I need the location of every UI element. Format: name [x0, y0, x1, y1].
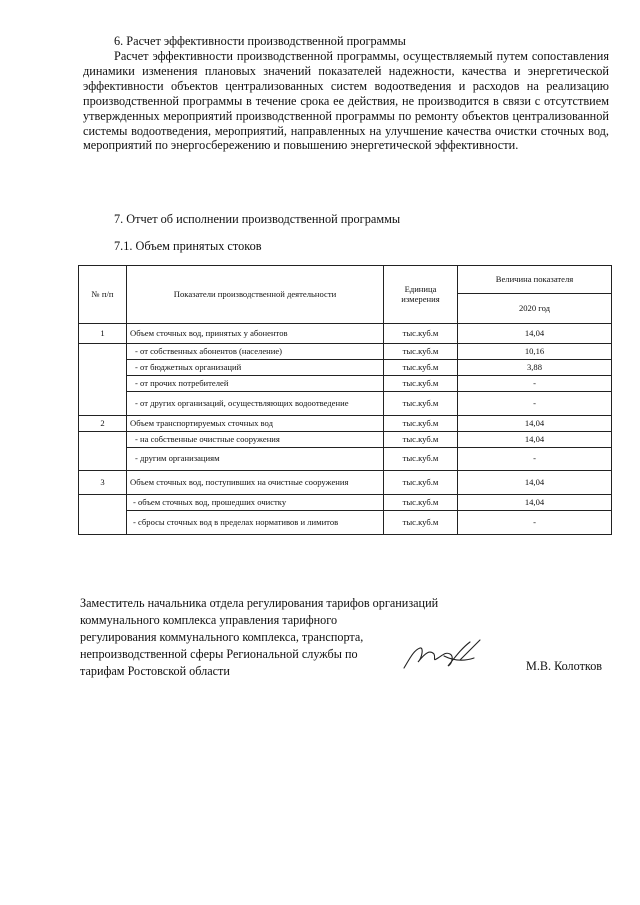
table-row	[79, 344, 612, 360]
row-unit: тыс.куб.м	[384, 344, 458, 360]
row-unit: тыс.куб.м	[384, 471, 458, 495]
section-7-1-heading: 7.1. Объем принятых стоков	[114, 239, 262, 253]
row-value: 14,04	[458, 416, 612, 432]
table-row	[79, 324, 612, 344]
signature-line: непроизводственной сферы Региональной службы по	[80, 647, 358, 661]
row-label: - сбросы сточных вод в пределах нормативов и лимитов	[127, 511, 384, 535]
row-label: - от бюджетных организаций	[127, 360, 384, 376]
signature-line: регулирования коммунального комплекса, транспорта,	[80, 630, 364, 644]
table-row	[79, 432, 612, 448]
row-num	[79, 344, 127, 416]
row-unit: тыс.куб.м	[384, 392, 458, 416]
row-num: 2	[79, 416, 127, 432]
row-label: - на собственные очистные сооружения	[127, 432, 384, 448]
header-value-group: Величина показателя	[458, 266, 612, 294]
row-num: 3	[79, 471, 127, 495]
header-unit: Единица измерения	[384, 266, 458, 324]
row-unit: тыс.куб.м	[384, 448, 458, 471]
section-6-paragraph: Расчет эффективности производственной программы, осуществляемый путем сопоставления динамики изменения плановых значений показателей надежности, качества и энергетической эффективности объектов централизованных систем водоотведения и расходов на реализацию производственной программы в течение срока ее действия, не производится в связи с отсутствием утвержденных мероприятий производственной программы по ремонту объектов централизованной системы водоотведения, мероприятий, направленных на улучшение качества очистки сточных вод, мероприятий по энергосбережению и повышению энергетической эффективности.	[83, 49, 609, 153]
row-unit: тыс.куб.м	[384, 432, 458, 448]
section-6-heading: 6. Расчет эффективности производственной программы	[114, 34, 406, 48]
row-unit: тыс.куб.м	[384, 360, 458, 376]
row-unit: тыс.куб.м	[384, 324, 458, 344]
section-7-heading: 7. Отчет об исполнении производственной программы	[114, 212, 401, 226]
row-value: 3,88	[458, 360, 612, 376]
row-num	[79, 432, 127, 471]
signatory-name: М.В. Колотков	[526, 659, 603, 673]
table-row	[79, 392, 612, 416]
table-row	[79, 448, 612, 471]
row-num: 1	[79, 324, 127, 344]
row-value: -	[458, 448, 612, 471]
signature-line: тарифам Ростовской области	[80, 664, 230, 678]
table-row	[79, 376, 612, 392]
row-label: Объем сточных вод, принятых у абонентов	[127, 324, 384, 344]
table-row	[79, 495, 612, 511]
row-value: 14,04	[458, 495, 612, 511]
table-row	[79, 360, 612, 376]
table-row	[79, 416, 612, 432]
row-label: - от собственных абонентов (население)	[127, 344, 384, 360]
table-row	[79, 511, 612, 535]
row-label: - другим организациям	[127, 448, 384, 471]
row-label: Объем транспортируемых сточных вод	[127, 416, 384, 432]
row-label: Объем сточных вод, поступивших на очистные сооружения	[127, 471, 384, 495]
row-value: -	[458, 376, 612, 392]
row-unit: тыс.куб.м	[384, 376, 458, 392]
row-value: 10,16	[458, 344, 612, 360]
row-value: -	[458, 511, 612, 535]
row-unit: тыс.куб.м	[384, 511, 458, 535]
row-num	[79, 495, 127, 535]
volume-table	[78, 265, 612, 535]
row-unit: тыс.куб.м	[384, 416, 458, 432]
row-value: -	[458, 392, 612, 416]
row-label: - объем сточных вод, прошедших очистку	[127, 495, 384, 511]
row-label: - от других организаций, осуществляющих водоотведение	[127, 392, 384, 416]
row-label: - от прочих потребителей	[127, 376, 384, 392]
signature-line: коммунального комплекса управления тарифного	[80, 613, 338, 627]
row-unit: тыс.куб.м	[384, 495, 458, 511]
header-indicator: Показатели производственной деятельности	[127, 266, 384, 324]
handwritten-signature-icon	[400, 636, 490, 676]
row-value: 14,04	[458, 324, 612, 344]
row-value: 14,04	[458, 471, 612, 495]
row-value: 14,04	[458, 432, 612, 448]
signature-line: Заместитель начальника отдела регулирования тарифов организаций	[80, 596, 439, 610]
header-num: № п/п	[79, 266, 127, 324]
table-row	[79, 471, 612, 495]
header-year: 2020 год	[458, 294, 612, 324]
